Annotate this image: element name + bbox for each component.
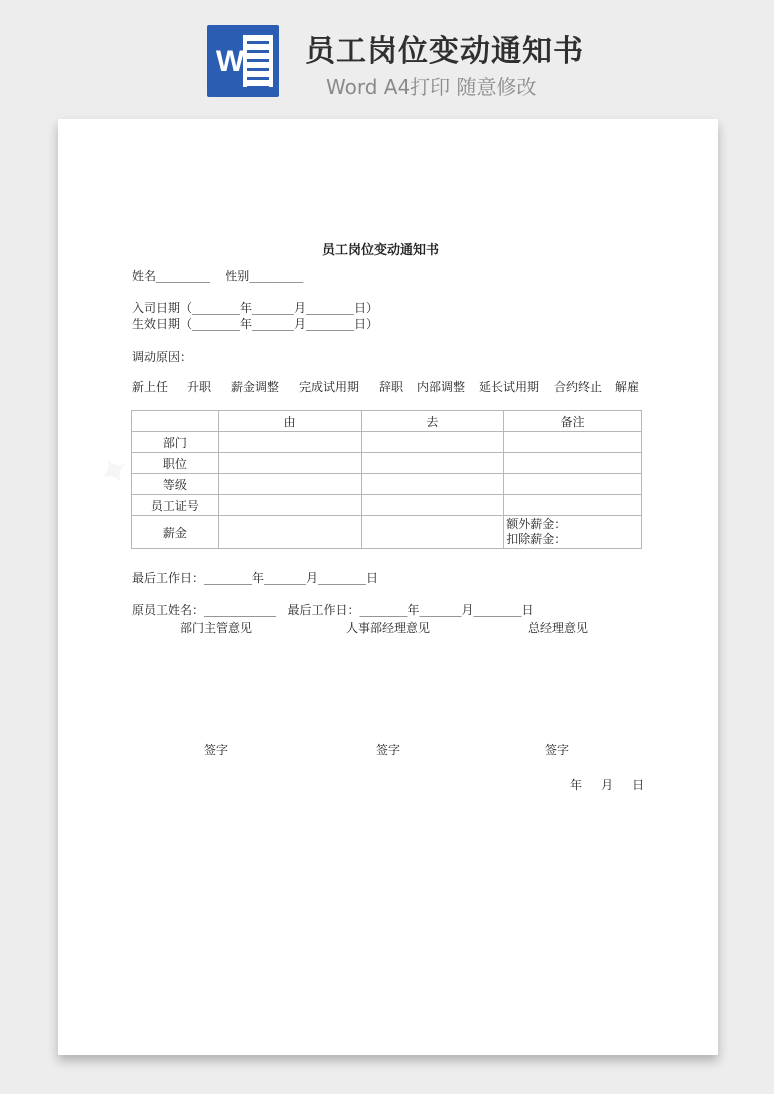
- reason-option: 合约终止: [554, 380, 603, 394]
- row-label: 薪金: [132, 516, 219, 549]
- to-cell[interactable]: [361, 432, 504, 453]
- date-line: 年 月 日: [570, 778, 645, 792]
- from-cell[interactable]: [218, 432, 361, 453]
- table-row: [132, 516, 642, 549]
- to-cell[interactable]: [361, 474, 504, 495]
- row-label: 等级: [132, 474, 219, 495]
- word-document-icon: [207, 25, 279, 97]
- to-cell[interactable]: [361, 516, 504, 549]
- reason-option: 延长试用期: [479, 380, 540, 394]
- reason-option: 薪金调整: [231, 380, 280, 394]
- dept-head-opinion-label: 部门主管意见: [180, 621, 253, 635]
- last-work-day-line: 最后工作日：________年_______月________日: [132, 571, 379, 585]
- to-cell[interactable]: [361, 495, 504, 516]
- table-header-cell: [132, 411, 219, 432]
- effective-date-line: 生效日期（________年_______月________日）: [132, 317, 379, 331]
- table-header-row: [132, 411, 642, 432]
- signature-label: 签字: [204, 743, 229, 757]
- row-label: 部门: [132, 432, 219, 453]
- banner-subtitle: Word A4打印 随意修改: [326, 75, 537, 99]
- remarks-cell[interactable]: [504, 474, 642, 495]
- salary-remarks-cell[interactable]: [504, 516, 642, 549]
- reason-option: 内部调整: [417, 380, 466, 394]
- header-banner: [0, 0, 774, 110]
- from-cell[interactable]: [218, 495, 361, 516]
- from-cell[interactable]: [218, 516, 361, 549]
- extra-salary-label: 额外薪金：: [506, 517, 567, 531]
- table-row: [132, 474, 642, 495]
- reason-option: 升职: [187, 380, 212, 394]
- remarks-cell[interactable]: [504, 453, 642, 474]
- name-gender-line: 姓名_________ 性别_________: [132, 269, 304, 283]
- table-header-cell: 由: [218, 411, 361, 432]
- deducted-salary-label: 扣除薪金：: [506, 532, 567, 546]
- table-row: [132, 495, 642, 516]
- reason-option: 解雇: [615, 380, 640, 394]
- from-cell[interactable]: [218, 474, 361, 495]
- signature-label: 签字: [545, 743, 570, 757]
- reason-option: 辞职: [379, 380, 404, 394]
- gm-opinion-label: 总经理意见: [528, 621, 589, 635]
- remarks-cell[interactable]: [504, 495, 642, 516]
- table-row: [132, 453, 642, 474]
- row-label: 员工证号: [132, 495, 219, 516]
- former-employee-line: 原员工姓名：____________ 最后工作日：________年_______月________日: [132, 603, 534, 617]
- remarks-cell[interactable]: [504, 432, 642, 453]
- row-label: 职位: [132, 453, 219, 474]
- table-header-cell: 备注: [504, 411, 642, 432]
- entry-date-line: 入司日期（________年_______月________日）: [132, 301, 379, 315]
- reason-option: 新上任: [132, 380, 169, 394]
- hr-manager-opinion-label: 人事部经理意见: [346, 621, 431, 635]
- reason-option: 完成试用期: [299, 380, 360, 394]
- from-cell[interactable]: [218, 453, 361, 474]
- banner-title: 员工岗位变动通知书: [305, 34, 584, 69]
- document-title: 员工岗位变动通知书: [322, 243, 440, 258]
- document-page: [58, 119, 718, 1055]
- table-header-cell: 去: [361, 411, 504, 432]
- to-cell[interactable]: [361, 453, 504, 474]
- transfer-reason-label: 调动原因：: [132, 350, 193, 364]
- transfer-table: [131, 410, 642, 549]
- table-row: [132, 432, 642, 453]
- signature-label: 签字: [376, 743, 401, 757]
- word-letter: W: [215, 45, 245, 78]
